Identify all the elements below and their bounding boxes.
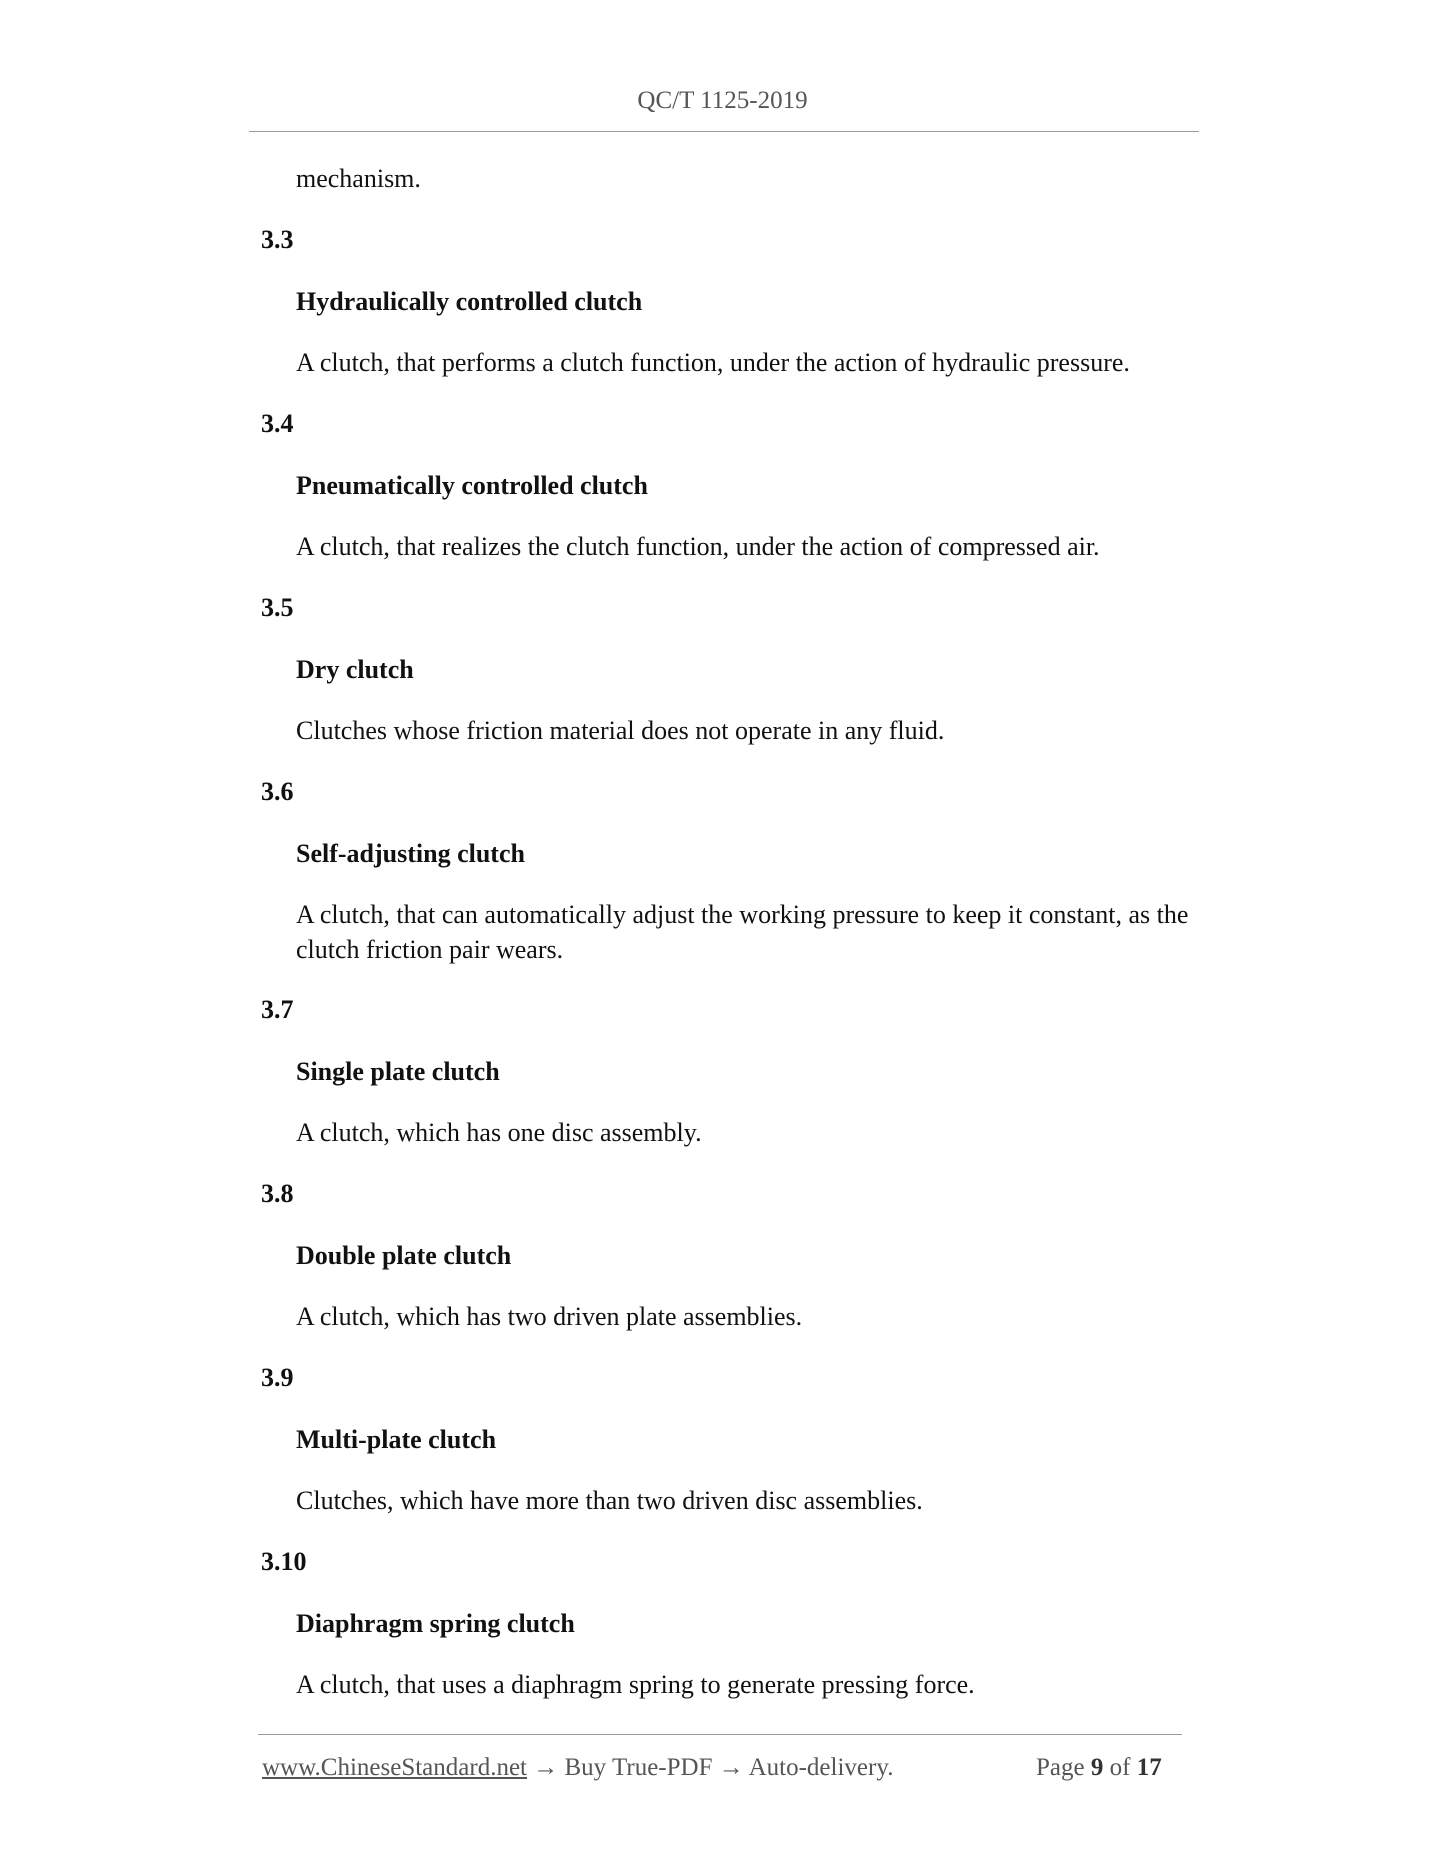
section-definition: A clutch, which has two driven plate assemblies.	[296, 1302, 803, 1331]
section-term: Double plate clutch	[296, 1241, 512, 1270]
arrow-right-icon: →	[533, 1754, 559, 1781]
current-page-number: 9	[1090, 1754, 1104, 1781]
section-definition: Clutches whose friction material does not operate in any fluid.	[296, 716, 945, 745]
section-term: Diaphragm spring clutch	[296, 1609, 575, 1638]
section-number: 3.5	[261, 593, 294, 622]
section-term: Single plate clutch	[296, 1057, 500, 1086]
arrow-right-icon: →	[718, 1754, 744, 1781]
of-label: of	[1109, 1754, 1131, 1781]
section-term: Dry clutch	[296, 655, 414, 684]
section-number: 3.9	[261, 1363, 294, 1392]
section-definition: A clutch, which has one disc assembly.	[296, 1118, 702, 1147]
section-number: 3.4	[261, 409, 294, 438]
site-link[interactable]: www.ChineseStandard.net	[262, 1754, 527, 1781]
buy-pdf-text: Buy True-PDF	[564, 1754, 713, 1781]
section-definition: A clutch, that performs a clutch function, under the action of hydraulic pressure.	[296, 348, 1130, 377]
section-definition: A clutch, that uses a diaphragm spring to generate pressing force.	[296, 1670, 975, 1699]
section-number: 3.8	[261, 1179, 294, 1208]
total-pages-number: 17	[1136, 1754, 1162, 1781]
section-number: 3.10	[261, 1547, 307, 1576]
document-code-header: QC/T 1125-2019	[637, 87, 808, 114]
footer-divider	[258, 1734, 1182, 1735]
page-label: Page	[1036, 1754, 1085, 1781]
section-definition: A clutch, that realizes the clutch function, under the action of compressed air.	[296, 532, 1100, 561]
delivery-text: Auto-delivery.	[748, 1754, 894, 1781]
section-term: Self-adjusting clutch	[296, 839, 525, 868]
section-definition: A clutch, that can automatically adjust the working pressure to keep it constant, as the clutch friction pair wears.	[296, 900, 1189, 964]
page-counter	[1036, 1752, 1162, 1784]
section-number: 3.6	[261, 777, 294, 806]
section-term: Multi-plate clutch	[296, 1425, 497, 1454]
section-term: Pneumatically controlled clutch	[296, 471, 648, 500]
section-number: 3.7	[261, 995, 294, 1024]
lead-text: mechanism.	[296, 164, 421, 193]
section-number: 3.3	[261, 225, 294, 254]
header-divider	[249, 131, 1199, 132]
section-definition: Clutches, which have more than two driven disc assemblies.	[296, 1486, 923, 1515]
section-term: Hydraulically controlled clutch	[296, 287, 643, 316]
footer-promo	[262, 1752, 893, 1784]
